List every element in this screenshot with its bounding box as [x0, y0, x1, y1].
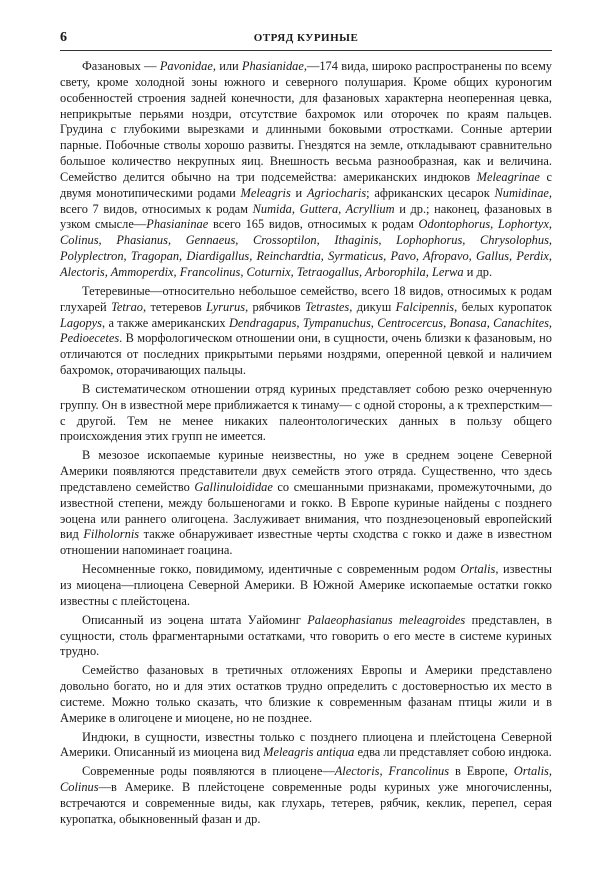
paragraph: [60, 613, 552, 661]
text-run: ; африканских цесарок: [366, 185, 495, 200]
running-title: ОТРЯД КУРИНЫЕ: [253, 32, 359, 44]
latin-term: Numidinae: [494, 185, 549, 200]
book-page: [60, 30, 552, 831]
text-run: . В морфологическом отношении они, в сущности, очень близки к фазановым, но отличаются от последних прикрытыми перьями ноздрями, оперенной цевкой и наличием бахромок, оторачивающих пальцы.: [60, 331, 552, 378]
latin-term: Filholornis: [83, 527, 140, 542]
latin-term: Ortalis, Colinus: [60, 764, 552, 795]
text-run: Современные роды появляются в плиоцене—: [82, 764, 335, 779]
text-run: , тетеревов: [142, 299, 207, 314]
text-run: в Европе,: [449, 764, 514, 779]
text-run: —в Америке. В плейстоцене современные роды куриных уже многочисленны, встречаются и современные виды, как глухарь, тетерев, рябчик, кеклик, перепел, серая куропатка, обыкновенный фазан и др.: [60, 780, 552, 826]
body-text: [60, 59, 552, 828]
text-run: В систематическом отношении отряд куриных представляет собою резко очерченную группу. Он в известной мере приближается к тинаму— с одной стороны, а к трехперстким—с другой. Тем не менее никаких палеонтологических данных в пользу общего происхождения этих групп не имеется.: [60, 381, 552, 444]
text-run: Семейство фазановых в третичных отложениях Европы и Америки представлено довольно богато, но и для этих остатков трудно определить с достоверностью их место в системе. Можно только сказать, что близкие к современным фазанам птицы жили и в Америке в олигоцене и миоцене, но не позднее.: [60, 663, 552, 725]
latin-term: Lyrurus: [206, 299, 246, 314]
latin-term: Falcipennis: [395, 299, 455, 314]
text-run: едва ли представляет собою индюка.: [354, 745, 552, 760]
latin-term: Meleagrinae: [476, 169, 540, 184]
text-run: , дикуш: [349, 299, 396, 314]
latin-term: Ortalis: [460, 562, 496, 577]
text-run: также обнаруживает известные черты сходства с гокко и даже в известном отношении напоминает гоацина.: [60, 527, 552, 558]
paragraph: [60, 59, 552, 281]
text-run: Индюки, в сущности, известны только с позднего плиоцена и плейстоцена Северной Америки. Описанный из миоцена вид: [60, 729, 552, 760]
text-run: представлен, в сущности, столь фрагментарными остатками, что говорить о его месте в системе куриных трудно.: [60, 612, 553, 659]
text-run: В мезозое ископаемые куриные неизвестны, но уже в среднем эоцене Северной Америки появляются представители двух семейств этого отряда. Существенно, что здесь представлено семейство: [60, 448, 552, 494]
text-run: , известны из миоцена—плиоцена Северной Америки. В Южной Америке ископаемые остатки гокко известны с плейстоцена.: [60, 562, 552, 608]
text-run: с двумя монотипическими родами: [60, 169, 552, 200]
latin-term: Tetrao: [111, 299, 143, 314]
latin-term: Numida, Guttera, Acryllium: [252, 201, 395, 216]
text-run: всего 165 видов, относимых к родам: [208, 217, 419, 232]
paragraph: [60, 764, 552, 827]
page-header: [60, 30, 552, 51]
paragraph: [60, 730, 552, 762]
latin-term: Dendragapus, Tympanuchus, Centrocercus, Bonasa, Canachites, Pedioecetes: [60, 315, 552, 346]
text-run: , всего 7 видов, относимых к родам: [60, 185, 553, 216]
text-run: и др.: [463, 264, 493, 279]
latin-term: Agriocharis: [306, 185, 367, 200]
paragraph: [60, 382, 552, 445]
latin-term: Phasianidae: [241, 59, 304, 73]
paragraph: [60, 663, 552, 726]
latin-term: Gallinuloididae: [194, 479, 273, 494]
latin-term: Phasianinae: [146, 217, 209, 232]
page-number: 6: [60, 30, 67, 45]
latin-term: Alectoris, Francolinus: [334, 764, 450, 779]
paragraph: [60, 448, 552, 559]
latin-term: Palaeophasianus meleagroides: [307, 612, 466, 627]
text-run: Несомненные гокко, повидимому, идентичные с современным родом: [82, 562, 461, 577]
text-run: , рябчиков: [245, 299, 305, 314]
latin-term: Odontophorus, Lophortyx, Colinus, Phasianus, Gennaeus, Crossoptilon, Ithaginis, Lophophorus, Chrysolophus, Polyplectron, Tragopan, Diardigallus, Reinchardtia, Syrmaticus, Pavo, Afropavo, Gallus, Perdix, Alectoris, Ammoperdix, Francolinus, Coturnix, Tetraogallus, Arborophila, Lerwa: [60, 217, 553, 279]
latin-term: Lagopys: [60, 315, 102, 330]
text-run: ,—174 вида, широко распространены по всему свету, кроме холодной зоны южного и северного полушария. Кроме общих куроногим особенностей строения задней конечности, для фазановых характерна неоперенная цевка, неприкрытые перьями ноздри, отсутствие бахромок или оторочек по краям пальцев. Грудина с глубокими вырезками и длинными боковыми отростками. Сонные артерии парные. Побочные стволы хорошо развиты. Гнездятся на земле, откладывают сравнительно большое количество некрупных яиц. Внешность весьма разнообразная, как и величина. Семейство делится обычно на три подсемейства: американских индюков: [60, 59, 552, 184]
text-run: Тетеревиные—относительно небольшое семейство, всего 18 видов, относимых к родам глухарей: [60, 283, 552, 314]
text-run: и др.; наконец, фазановых в узком смысле—: [60, 201, 552, 232]
latin-term: Tetrastes: [304, 299, 350, 314]
latin-term: Meleagris antiqua: [263, 745, 355, 760]
text-run: и: [290, 185, 307, 200]
text-run: , а также американских: [102, 315, 229, 330]
text-run: , или: [212, 59, 242, 73]
text-run: , белых куропаток: [454, 299, 552, 314]
latin-term: Meleagris: [240, 185, 291, 200]
paragraph: [60, 562, 552, 610]
text-run: Фазановых —: [82, 59, 160, 73]
paragraph: [60, 284, 552, 379]
text-run: со смешанными признаками, промежуточными, до известной степени, между большеногами и гокко. В Европе куриные найдены с позднего эоцена или раннего олигоцена. Заслуживает внимания, что позднеэоценовый европейский вид: [60, 479, 552, 542]
text-run: Описанный из эоцена штата Уайоминг: [82, 612, 308, 627]
latin-term: Pavonidae: [159, 59, 213, 73]
